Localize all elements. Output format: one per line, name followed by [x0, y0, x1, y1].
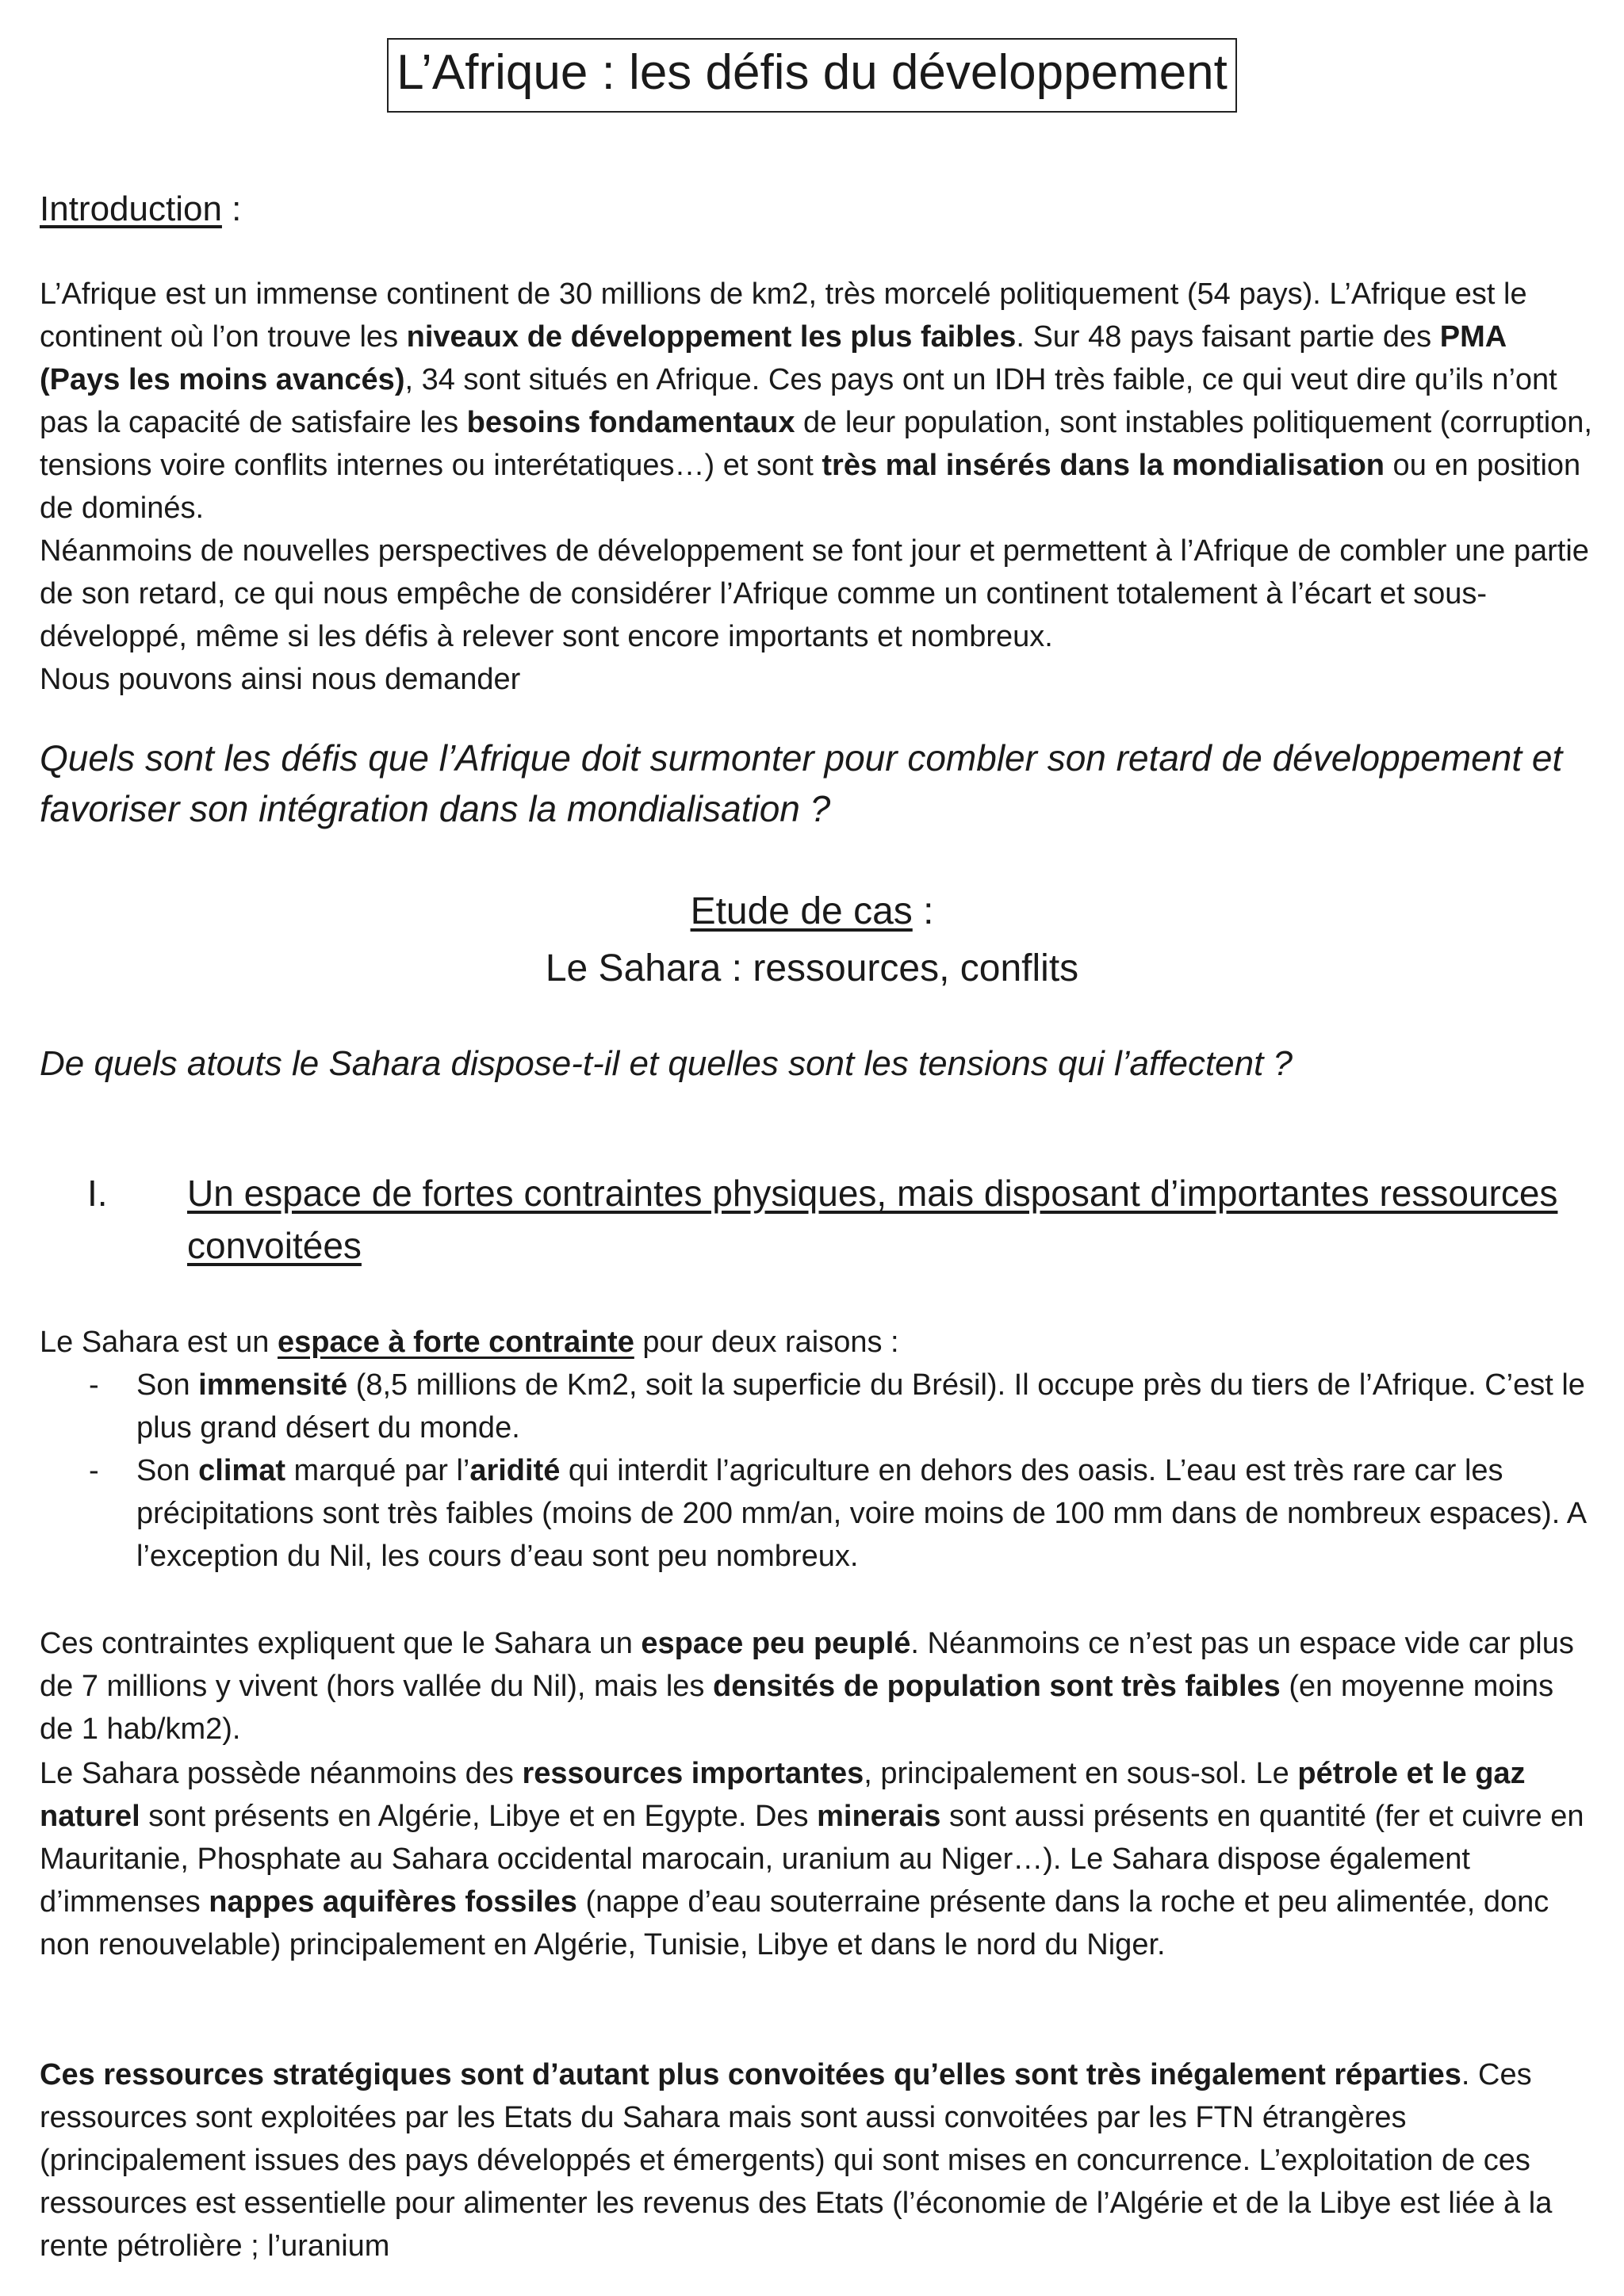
bold-text: densités de population sont très faibles: [712, 1670, 1281, 1703]
resources-text: [40, 1752, 1594, 1966]
intro-bold-text: très mal insérés dans la mondialisation: [822, 449, 1385, 482]
list-bold-text: aridité: [469, 1454, 561, 1487]
bold-text: espace peu peuplé: [641, 1627, 911, 1660]
intro-heading-suffix: :: [221, 189, 242, 228]
section1-paragraph-1: [40, 1321, 1594, 1578]
intro-text-line3: Nous pouvons ainsi nous demander: [40, 663, 521, 696]
intro-bold-text: niveaux de développement les plus faibles: [406, 320, 1017, 354]
case-study-subtitle: Le Sahara : ressources, conflits: [545, 947, 1079, 989]
text-part: . Néanmoins ce n’est pas un espace vide car plus de 7 millions y vivent (hors vallée du Nil), mais les: [40, 1627, 1574, 1703]
bold-text: minerais: [817, 1800, 941, 1833]
case-study-label: Etude de cas: [690, 890, 913, 932]
bold-text: nappes aquifères fossiles: [209, 1885, 577, 1919]
list-text-part: (8,5 millions de Km2, soit la superficie du Brésil). Il occupe près du tiers de l’Afrique. C’est le plus grand désert du monde.: [136, 1368, 1585, 1445]
text-part: (nappe d’eau souterraine présente dans la roche et peu alimentée, donc non renouvelable) principalement en Algérie, Tunisie, Libye et dans le nord du Niger.: [40, 1885, 1549, 1961]
intro-paragraph: [40, 273, 1594, 701]
section1-paragraph-3: [40, 1752, 1594, 1966]
intro-text-part: ou en position de dominés.: [40, 449, 1581, 525]
section1-paragraph-4: [40, 2053, 1594, 2267]
lead-bold-underlined: espace à forte contrainte: [278, 1326, 634, 1359]
lead-text-part: pour deux raisons :: [634, 1326, 899, 1359]
case-study-heading: [0, 883, 1624, 997]
strategic-resources-text: [40, 2053, 1594, 2267]
lead-text-part: Le Sahara est un: [40, 1326, 278, 1359]
bold-text: Ces ressources stratégiques sont d’autant plus convoitées qu’elles sont très inégalement réparties: [40, 2058, 1461, 2091]
list-bold-text: climat: [198, 1454, 285, 1487]
list-item: [40, 1449, 1594, 1578]
intro-text-part: de leur population, sont instables politiquement (corruption, tensions voire conflits internes ou interétatiques…) et sont: [40, 406, 1592, 482]
text-part: , principalement en sous-sol. Le: [864, 1757, 1298, 1790]
main-question: Quels sont les défis que l’Afrique doit surmonter pour combler son retard de développement et favoriser son intégration dans la mondialisation ?: [40, 737, 1563, 829]
intro-text-part: , 34 sont situés en Afrique. Ces pays ont un IDH très faible, ce qui veut dire qu’ils n’ont pas la capacité de satisfaire les: [40, 363, 1557, 439]
intro-heading: [40, 186, 1594, 233]
section-title: Un espace de fortes contraintes physiques, mais disposant d’importantes ressources convoitées: [187, 1173, 1558, 1266]
text-part: Le Sahara possède néanmoins des: [40, 1757, 523, 1790]
section-number: I.: [87, 1173, 108, 1214]
list-text-part: Son: [136, 1454, 199, 1487]
text-part: (en moyenne moins de 1 hab/km2).: [40, 1670, 1554, 1746]
bold-text: ressources importantes: [522, 1757, 864, 1790]
intro-bold-text: PMA (Pays les moins avancés): [40, 320, 1506, 396]
title-container: [0, 38, 1624, 113]
intro-text-line2: Néanmoins de nouvelles perspectives de développement se font jour et permettent à l’Afrique de combler une partie de son retard, ce qui nous empêche de considérer l’Afrique comme un continent totalement à l’écart et sous-développé, même si les défis à relever sont encore importants et nombreux.: [40, 534, 1589, 653]
case-study-question: De quels atouts le Sahara dispose-t-il et quelles sont les tensions qui l’affectent ?: [40, 1044, 1293, 1083]
intro-text-part: L’Afrique est un immense continent de 30 millions de km2, très morcelé politiquement (54 pays). L’Afrique est le continent où l’on trouve les: [40, 277, 1527, 354]
intro-bold-text: besoins fondamentaux: [466, 406, 795, 439]
population-text: [40, 1622, 1594, 1751]
bold-text: pétrole et le gaz naturel: [40, 1757, 1526, 1833]
text-part: sont aussi présents en quantité (fer et cuivre en Mauritanie, Phosphate au Sahara occidental marocain, uranium au Niger…). Le Sahara dispose également d’immenses: [40, 1800, 1584, 1919]
section1-paragraph-2: [40, 1622, 1594, 1751]
list-text-part: Son: [136, 1368, 199, 1402]
list-bold-text: immensité: [198, 1368, 348, 1402]
intro-text-part: . Sur 48 pays faisant partie des: [1016, 320, 1440, 354]
list-dash: -: [89, 1454, 99, 1487]
text-part: . Ces ressources sont exploitées par les Etats du Sahara mais sont aussi convoitées par les FTN étrangères (principalement issues des pays développés et émergents) qui sont mises en concurrence. L’exploitation de ces ressources est essentielle pour alimenter les revenus des Etats (l’économie de l’Algérie et de la Libye est liée à la rente pétrolière ; l’uranium: [40, 2058, 1553, 2263]
section1-lead: [40, 1321, 1594, 1364]
intro-text: [40, 273, 1594, 530]
list-text-part: marqué par l’: [285, 1454, 470, 1487]
constraints-list: [40, 1364, 1594, 1578]
text-part: Ces contraintes expliquent que le Sahara un: [40, 1627, 642, 1660]
list-text-part: qui interdit l’agriculture en dehors des oasis. L’eau est très rare car les précipitations sont très faibles (moins de 200 mm/an, voire moins de 100 mm dans de nombreux espaces). A l’exception du Nil, les cours d’eau sont peu nombreux.: [136, 1454, 1586, 1573]
intro-heading-label: Introduction: [40, 189, 222, 228]
list-dash: -: [89, 1368, 99, 1402]
document-title: L’Afrique : les défis du développement: [387, 38, 1237, 113]
case-study-suffix: :: [912, 890, 934, 932]
list-item: [40, 1364, 1594, 1449]
text-part: sont présents en Algérie, Libye et en Egypte. Des: [140, 1800, 818, 1833]
